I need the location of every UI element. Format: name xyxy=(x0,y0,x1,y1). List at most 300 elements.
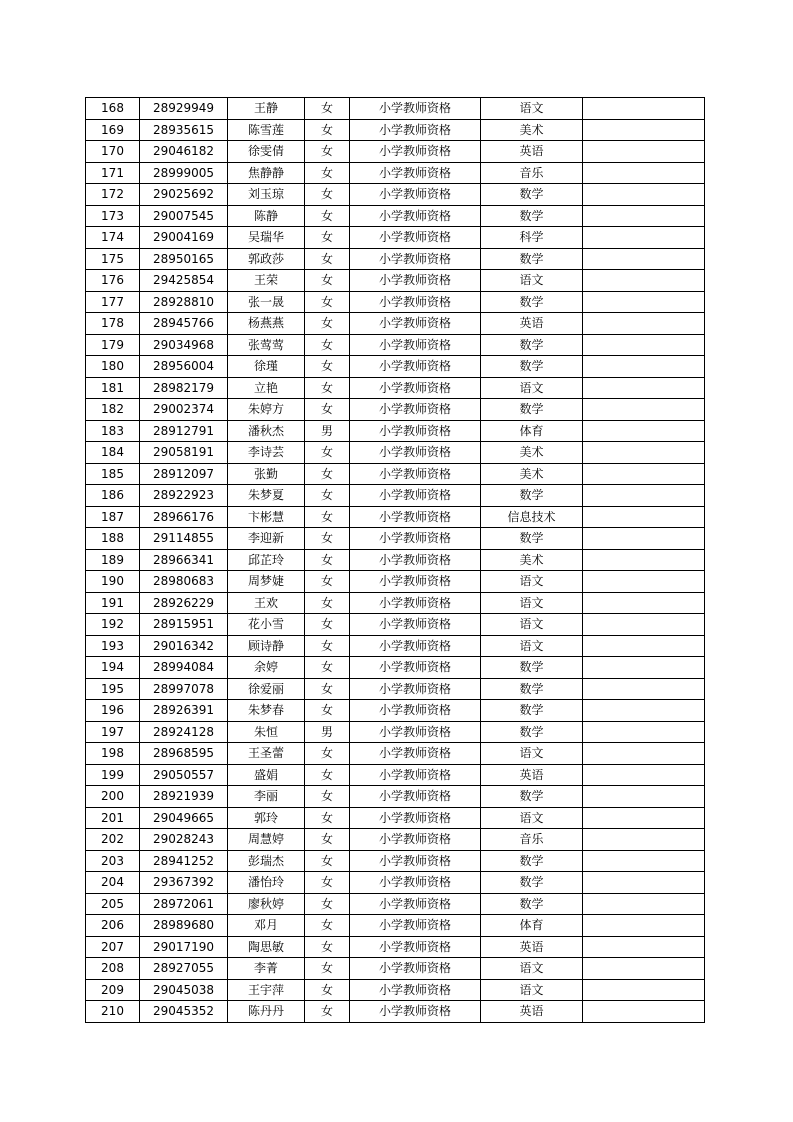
id-number-cell: 28945766 xyxy=(140,313,228,335)
name-cell: 邓月 xyxy=(228,915,305,937)
name-cell: 吴瑞华 xyxy=(228,227,305,249)
gender-cell: 女 xyxy=(305,485,350,507)
name-cell: 王宇萍 xyxy=(228,979,305,1001)
row-number-cell: 193 xyxy=(86,635,140,657)
id-number-cell: 29007545 xyxy=(140,205,228,227)
table-row xyxy=(86,377,705,399)
table-row xyxy=(86,141,705,163)
name-cell: 杨燕燕 xyxy=(228,313,305,335)
id-number-cell: 28912097 xyxy=(140,463,228,485)
name-cell: 潘秋杰 xyxy=(228,420,305,442)
qualification-cell: 小学教师资格 xyxy=(350,420,481,442)
gender-cell: 女 xyxy=(305,893,350,915)
qualification-cell: 小学教师资格 xyxy=(350,141,481,163)
subject-cell: 语文 xyxy=(481,614,583,636)
qualification-cell: 小学教师资格 xyxy=(350,829,481,851)
id-number-cell: 29016342 xyxy=(140,635,228,657)
id-number-cell: 29004169 xyxy=(140,227,228,249)
table-row xyxy=(86,506,705,528)
row-number-cell: 179 xyxy=(86,334,140,356)
id-number-cell: 28997078 xyxy=(140,678,228,700)
row-number-cell: 174 xyxy=(86,227,140,249)
id-number-cell: 28927055 xyxy=(140,958,228,980)
remark-cell xyxy=(583,829,705,851)
subject-cell: 数学 xyxy=(481,850,583,872)
qualification-cell: 小学教师资格 xyxy=(350,485,481,507)
table-row xyxy=(86,807,705,829)
remark-cell xyxy=(583,678,705,700)
qualification-cell: 小学教师资格 xyxy=(350,463,481,485)
table-row xyxy=(86,614,705,636)
qualification-cell: 小学教师资格 xyxy=(350,614,481,636)
qualification-cell: 小学教师资格 xyxy=(350,915,481,937)
id-number-cell: 28966176 xyxy=(140,506,228,528)
roster-table-body xyxy=(86,98,705,1023)
name-cell: 陈丹丹 xyxy=(228,1001,305,1023)
table-row xyxy=(86,915,705,937)
subject-cell: 数学 xyxy=(481,528,583,550)
table-row xyxy=(86,1001,705,1023)
id-number-cell: 28922923 xyxy=(140,485,228,507)
name-cell: 张勤 xyxy=(228,463,305,485)
subject-cell: 英语 xyxy=(481,936,583,958)
table-row xyxy=(86,270,705,292)
remark-cell xyxy=(583,184,705,206)
id-number-cell: 29058191 xyxy=(140,442,228,464)
name-cell: 陈静 xyxy=(228,205,305,227)
subject-cell: 语文 xyxy=(481,958,583,980)
remark-cell xyxy=(583,205,705,227)
remark-cell xyxy=(583,162,705,184)
table-row xyxy=(86,399,705,421)
subject-cell: 数学 xyxy=(481,399,583,421)
name-cell: 郭玲 xyxy=(228,807,305,829)
name-cell: 王荣 xyxy=(228,270,305,292)
table-row xyxy=(86,721,705,743)
remark-cell xyxy=(583,786,705,808)
gender-cell: 女 xyxy=(305,614,350,636)
subject-cell: 数学 xyxy=(481,356,583,378)
row-number-cell: 172 xyxy=(86,184,140,206)
qualification-cell: 小学教师资格 xyxy=(350,743,481,765)
subject-cell: 数学 xyxy=(481,291,583,313)
remark-cell xyxy=(583,657,705,679)
remark-cell xyxy=(583,872,705,894)
qualification-cell: 小学教师资格 xyxy=(350,313,481,335)
gender-cell: 女 xyxy=(305,571,350,593)
table-row xyxy=(86,958,705,980)
remark-cell xyxy=(583,528,705,550)
table-row xyxy=(86,184,705,206)
qualification-cell: 小学教师资格 xyxy=(350,399,481,421)
qualification-cell: 小学教师资格 xyxy=(350,377,481,399)
roster-table xyxy=(85,97,705,1023)
subject-cell: 美术 xyxy=(481,549,583,571)
row-number-cell: 208 xyxy=(86,958,140,980)
subject-cell: 英语 xyxy=(481,141,583,163)
qualification-cell: 小学教师资格 xyxy=(350,162,481,184)
qualification-cell: 小学教师资格 xyxy=(350,119,481,141)
table-row xyxy=(86,442,705,464)
name-cell: 李诗芸 xyxy=(228,442,305,464)
id-number-cell: 28999005 xyxy=(140,162,228,184)
table-row xyxy=(86,979,705,1001)
id-number-cell: 29017190 xyxy=(140,936,228,958)
remark-cell xyxy=(583,377,705,399)
row-number-cell: 195 xyxy=(86,678,140,700)
id-number-cell: 28941252 xyxy=(140,850,228,872)
remark-cell xyxy=(583,313,705,335)
qualification-cell: 小学教师资格 xyxy=(350,98,481,120)
id-number-cell: 29114855 xyxy=(140,528,228,550)
gender-cell: 女 xyxy=(305,377,350,399)
subject-cell: 科学 xyxy=(481,227,583,249)
subject-cell: 数学 xyxy=(481,700,583,722)
subject-cell: 语文 xyxy=(481,592,583,614)
subject-cell: 数学 xyxy=(481,721,583,743)
remark-cell xyxy=(583,399,705,421)
table-row xyxy=(86,764,705,786)
id-number-cell: 28926229 xyxy=(140,592,228,614)
remark-cell xyxy=(583,614,705,636)
id-number-cell: 28929949 xyxy=(140,98,228,120)
qualification-cell: 小学教师资格 xyxy=(350,850,481,872)
row-number-cell: 181 xyxy=(86,377,140,399)
id-number-cell: 28980683 xyxy=(140,571,228,593)
subject-cell: 数学 xyxy=(481,657,583,679)
table-row xyxy=(86,893,705,915)
table-row xyxy=(86,872,705,894)
gender-cell: 女 xyxy=(305,463,350,485)
gender-cell: 女 xyxy=(305,958,350,980)
qualification-cell: 小学教师资格 xyxy=(350,506,481,528)
remark-cell xyxy=(583,119,705,141)
gender-cell: 女 xyxy=(305,872,350,894)
id-number-cell: 28966341 xyxy=(140,549,228,571)
table-row xyxy=(86,313,705,335)
table-row xyxy=(86,420,705,442)
name-cell: 陈雪莲 xyxy=(228,119,305,141)
gender-cell: 女 xyxy=(305,291,350,313)
row-number-cell: 191 xyxy=(86,592,140,614)
qualification-cell: 小学教师资格 xyxy=(350,248,481,270)
table-row xyxy=(86,936,705,958)
table-row xyxy=(86,786,705,808)
id-number-cell: 28950165 xyxy=(140,248,228,270)
row-number-cell: 184 xyxy=(86,442,140,464)
row-number-cell: 190 xyxy=(86,571,140,593)
row-number-cell: 177 xyxy=(86,291,140,313)
row-number-cell: 204 xyxy=(86,872,140,894)
qualification-cell: 小学教师资格 xyxy=(350,721,481,743)
name-cell: 立艳 xyxy=(228,377,305,399)
gender-cell: 男 xyxy=(305,420,350,442)
subject-cell: 信息技术 xyxy=(481,506,583,528)
subject-cell: 语文 xyxy=(481,807,583,829)
remark-cell xyxy=(583,893,705,915)
remark-cell xyxy=(583,141,705,163)
subject-cell: 数学 xyxy=(481,678,583,700)
name-cell: 李迎新 xyxy=(228,528,305,550)
row-number-cell: 185 xyxy=(86,463,140,485)
subject-cell: 美术 xyxy=(481,442,583,464)
subject-cell: 数学 xyxy=(481,184,583,206)
gender-cell: 男 xyxy=(305,721,350,743)
subject-cell: 体育 xyxy=(481,915,583,937)
name-cell: 余婷 xyxy=(228,657,305,679)
remark-cell xyxy=(583,485,705,507)
name-cell: 朱梦夏 xyxy=(228,485,305,507)
row-number-cell: 171 xyxy=(86,162,140,184)
name-cell: 朱婷方 xyxy=(228,399,305,421)
name-cell: 顾诗静 xyxy=(228,635,305,657)
table-row xyxy=(86,700,705,722)
qualification-cell: 小学教师资格 xyxy=(350,635,481,657)
row-number-cell: 209 xyxy=(86,979,140,1001)
gender-cell: 女 xyxy=(305,829,350,851)
qualification-cell: 小学教师资格 xyxy=(350,334,481,356)
remark-cell xyxy=(583,463,705,485)
name-cell: 张一晟 xyxy=(228,291,305,313)
name-cell: 焦静静 xyxy=(228,162,305,184)
subject-cell: 语文 xyxy=(481,270,583,292)
row-number-cell: 168 xyxy=(86,98,140,120)
subject-cell: 美术 xyxy=(481,119,583,141)
row-number-cell: 192 xyxy=(86,614,140,636)
row-number-cell: 186 xyxy=(86,485,140,507)
id-number-cell: 28994084 xyxy=(140,657,228,679)
id-number-cell: 28935615 xyxy=(140,119,228,141)
table-row xyxy=(86,571,705,593)
row-number-cell: 199 xyxy=(86,764,140,786)
id-number-cell: 29049665 xyxy=(140,807,228,829)
table-row xyxy=(86,657,705,679)
gender-cell: 女 xyxy=(305,98,350,120)
table-row xyxy=(86,162,705,184)
name-cell: 陶思敏 xyxy=(228,936,305,958)
name-cell: 王静 xyxy=(228,98,305,120)
gender-cell: 女 xyxy=(305,678,350,700)
gender-cell: 女 xyxy=(305,592,350,614)
subject-cell: 英语 xyxy=(481,764,583,786)
remark-cell xyxy=(583,807,705,829)
gender-cell: 女 xyxy=(305,1001,350,1023)
gender-cell: 女 xyxy=(305,248,350,270)
name-cell: 刘玉琼 xyxy=(228,184,305,206)
name-cell: 廖秋婷 xyxy=(228,893,305,915)
subject-cell: 英语 xyxy=(481,1001,583,1023)
subject-cell: 语文 xyxy=(481,98,583,120)
remark-cell xyxy=(583,850,705,872)
gender-cell: 女 xyxy=(305,119,350,141)
subject-cell: 数学 xyxy=(481,485,583,507)
qualification-cell: 小学教师资格 xyxy=(350,442,481,464)
name-cell: 郭政莎 xyxy=(228,248,305,270)
remark-cell xyxy=(583,743,705,765)
table-row xyxy=(86,485,705,507)
remark-cell xyxy=(583,915,705,937)
name-cell: 徐瑾 xyxy=(228,356,305,378)
subject-cell: 数学 xyxy=(481,893,583,915)
remark-cell xyxy=(583,98,705,120)
id-number-cell: 28915951 xyxy=(140,614,228,636)
gender-cell: 女 xyxy=(305,184,350,206)
qualification-cell: 小学教师资格 xyxy=(350,205,481,227)
gender-cell: 女 xyxy=(305,141,350,163)
qualification-cell: 小学教师资格 xyxy=(350,764,481,786)
qualification-cell: 小学教师资格 xyxy=(350,807,481,829)
gender-cell: 女 xyxy=(305,657,350,679)
row-number-cell: 176 xyxy=(86,270,140,292)
id-number-cell: 29028243 xyxy=(140,829,228,851)
gender-cell: 女 xyxy=(305,227,350,249)
qualification-cell: 小学教师资格 xyxy=(350,700,481,722)
row-number-cell: 202 xyxy=(86,829,140,851)
row-number-cell: 206 xyxy=(86,915,140,937)
row-number-cell: 188 xyxy=(86,528,140,550)
table-row xyxy=(86,829,705,851)
subject-cell: 语文 xyxy=(481,979,583,1001)
remark-cell xyxy=(583,356,705,378)
id-number-cell: 28956004 xyxy=(140,356,228,378)
id-number-cell: 28968595 xyxy=(140,743,228,765)
remark-cell xyxy=(583,1001,705,1023)
gender-cell: 女 xyxy=(305,764,350,786)
gender-cell: 女 xyxy=(305,549,350,571)
table-row xyxy=(86,205,705,227)
name-cell: 王圣蕾 xyxy=(228,743,305,765)
id-number-cell: 29425854 xyxy=(140,270,228,292)
row-number-cell: 169 xyxy=(86,119,140,141)
table-row xyxy=(86,528,705,550)
gender-cell: 女 xyxy=(305,356,350,378)
name-cell: 花小雪 xyxy=(228,614,305,636)
qualification-cell: 小学教师资格 xyxy=(350,270,481,292)
table-row xyxy=(86,227,705,249)
remark-cell xyxy=(583,549,705,571)
gender-cell: 女 xyxy=(305,807,350,829)
qualification-cell: 小学教师资格 xyxy=(350,936,481,958)
subject-cell: 语文 xyxy=(481,635,583,657)
name-cell: 李菁 xyxy=(228,958,305,980)
row-number-cell: 183 xyxy=(86,420,140,442)
remark-cell xyxy=(583,700,705,722)
id-number-cell: 28926391 xyxy=(140,700,228,722)
gender-cell: 女 xyxy=(305,936,350,958)
gender-cell: 女 xyxy=(305,205,350,227)
qualification-cell: 小学教师资格 xyxy=(350,528,481,550)
remark-cell xyxy=(583,270,705,292)
table-row xyxy=(86,98,705,120)
remark-cell xyxy=(583,721,705,743)
subject-cell: 数学 xyxy=(481,248,583,270)
subject-cell: 英语 xyxy=(481,313,583,335)
remark-cell xyxy=(583,442,705,464)
remark-cell xyxy=(583,420,705,442)
table-row xyxy=(86,248,705,270)
row-number-cell: 189 xyxy=(86,549,140,571)
row-number-cell: 198 xyxy=(86,743,140,765)
gender-cell: 女 xyxy=(305,334,350,356)
name-cell: 李丽 xyxy=(228,786,305,808)
row-number-cell: 196 xyxy=(86,700,140,722)
table-row xyxy=(86,463,705,485)
gender-cell: 女 xyxy=(305,506,350,528)
qualification-cell: 小学教师资格 xyxy=(350,184,481,206)
row-number-cell: 205 xyxy=(86,893,140,915)
subject-cell: 数学 xyxy=(481,334,583,356)
table-row xyxy=(86,635,705,657)
id-number-cell: 29025692 xyxy=(140,184,228,206)
id-number-cell: 29045038 xyxy=(140,979,228,1001)
qualification-cell: 小学教师资格 xyxy=(350,291,481,313)
id-number-cell: 28982179 xyxy=(140,377,228,399)
qualification-cell: 小学教师资格 xyxy=(350,872,481,894)
remark-cell xyxy=(583,506,705,528)
name-cell: 周慧婷 xyxy=(228,829,305,851)
id-number-cell: 29050557 xyxy=(140,764,228,786)
qualification-cell: 小学教师资格 xyxy=(350,958,481,980)
remark-cell xyxy=(583,571,705,593)
id-number-cell: 29034968 xyxy=(140,334,228,356)
table-row xyxy=(86,743,705,765)
gender-cell: 女 xyxy=(305,313,350,335)
qualification-cell: 小学教师资格 xyxy=(350,1001,481,1023)
id-number-cell: 28928810 xyxy=(140,291,228,313)
qualification-cell: 小学教师资格 xyxy=(350,227,481,249)
gender-cell: 女 xyxy=(305,850,350,872)
gender-cell: 女 xyxy=(305,162,350,184)
name-cell: 盛娟 xyxy=(228,764,305,786)
subject-cell: 语文 xyxy=(481,571,583,593)
table-row xyxy=(86,549,705,571)
gender-cell: 女 xyxy=(305,786,350,808)
remark-cell xyxy=(583,936,705,958)
row-number-cell: 170 xyxy=(86,141,140,163)
name-cell: 朱恒 xyxy=(228,721,305,743)
row-number-cell: 197 xyxy=(86,721,140,743)
qualification-cell: 小学教师资格 xyxy=(350,657,481,679)
qualification-cell: 小学教师资格 xyxy=(350,678,481,700)
row-number-cell: 200 xyxy=(86,786,140,808)
table-row xyxy=(86,334,705,356)
gender-cell: 女 xyxy=(305,915,350,937)
qualification-cell: 小学教师资格 xyxy=(350,786,481,808)
name-cell: 周梦婕 xyxy=(228,571,305,593)
row-number-cell: 182 xyxy=(86,399,140,421)
gender-cell: 女 xyxy=(305,528,350,550)
id-number-cell: 29045352 xyxy=(140,1001,228,1023)
qualification-cell: 小学教师资格 xyxy=(350,571,481,593)
name-cell: 卞彬慧 xyxy=(228,506,305,528)
gender-cell: 女 xyxy=(305,700,350,722)
row-number-cell: 207 xyxy=(86,936,140,958)
subject-cell: 音乐 xyxy=(481,829,583,851)
id-number-cell: 29367392 xyxy=(140,872,228,894)
qualification-cell: 小学教师资格 xyxy=(350,979,481,1001)
id-number-cell: 28912791 xyxy=(140,420,228,442)
row-number-cell: 173 xyxy=(86,205,140,227)
subject-cell: 数学 xyxy=(481,205,583,227)
name-cell: 潘怡玲 xyxy=(228,872,305,894)
remark-cell xyxy=(583,979,705,1001)
subject-cell: 语文 xyxy=(481,377,583,399)
remark-cell xyxy=(583,958,705,980)
remark-cell xyxy=(583,227,705,249)
subject-cell: 音乐 xyxy=(481,162,583,184)
subject-cell: 体育 xyxy=(481,420,583,442)
row-number-cell: 203 xyxy=(86,850,140,872)
